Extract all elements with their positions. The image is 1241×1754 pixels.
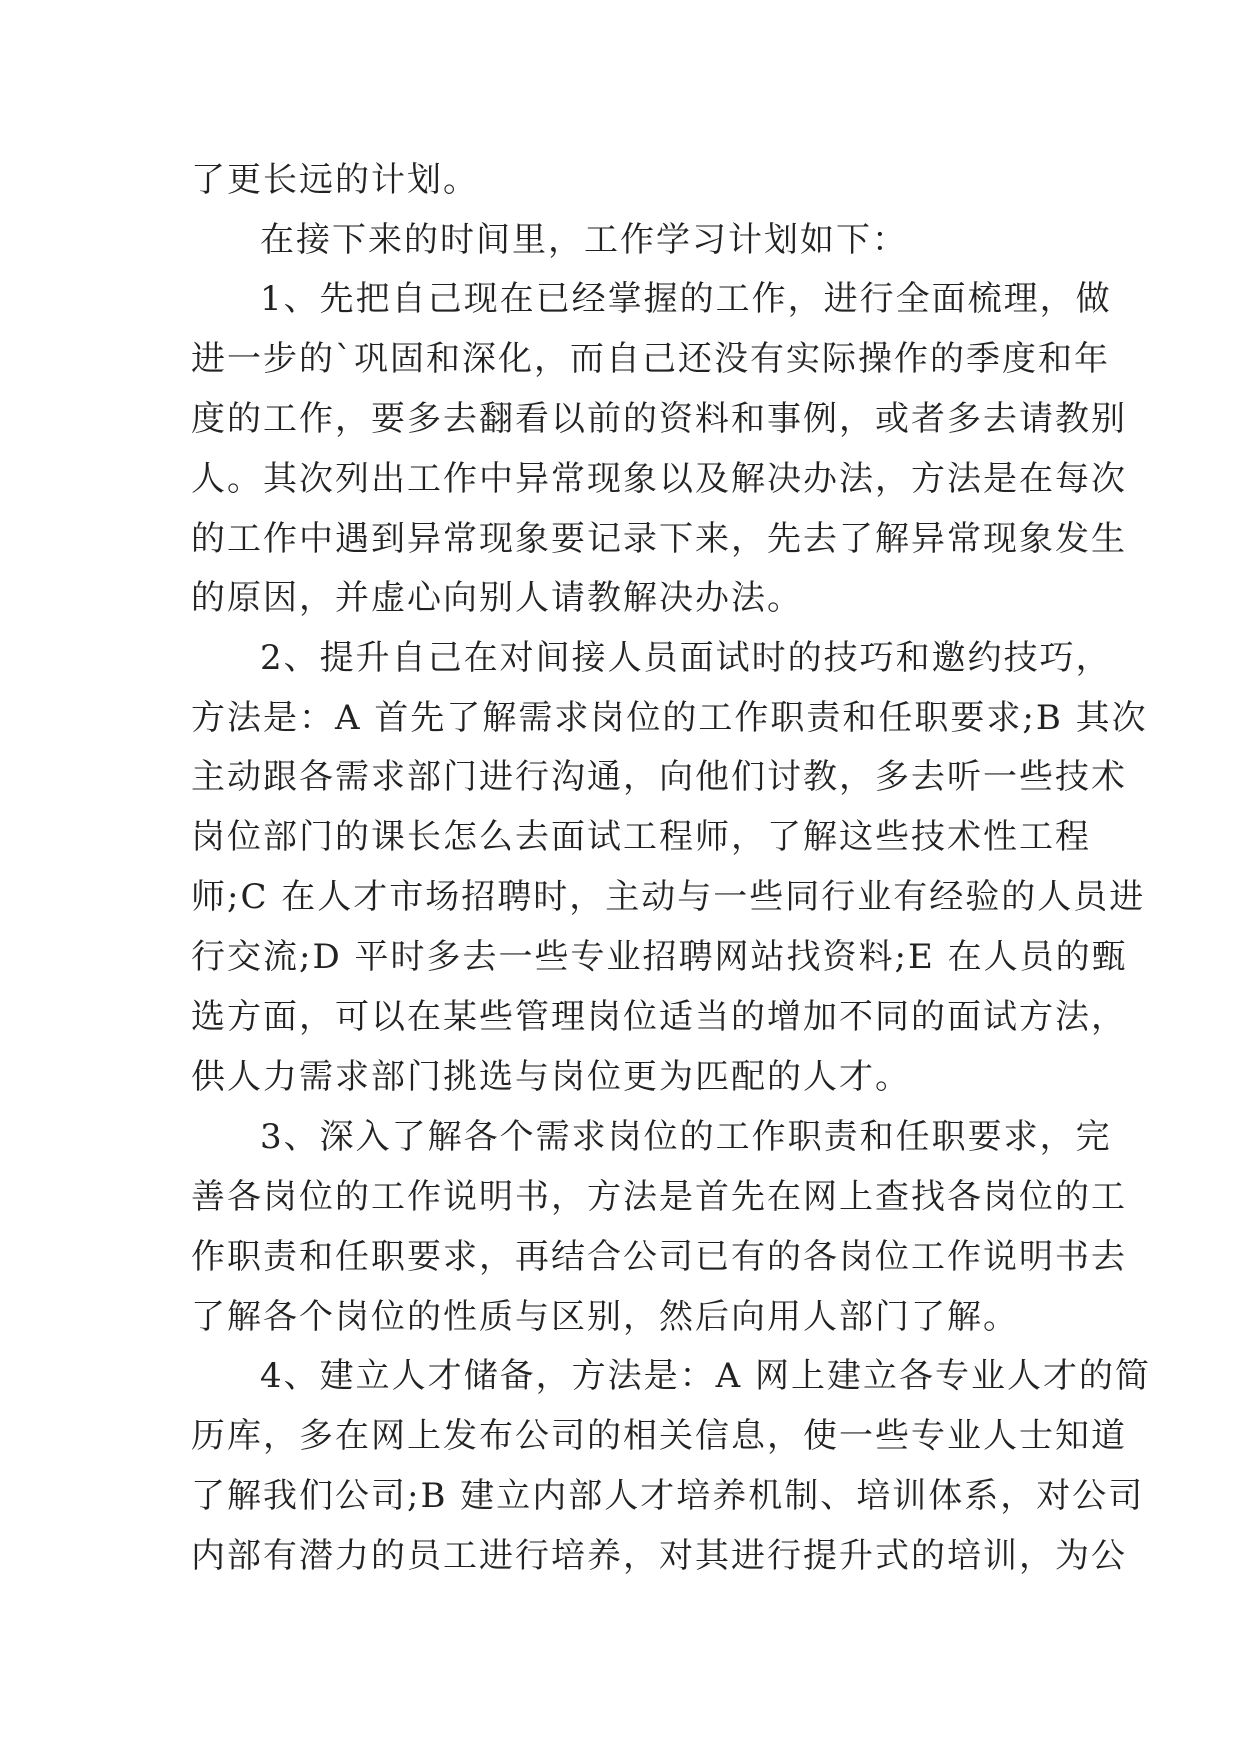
- text-line: 供人力需求部门挑选与岗位更为匹配的人才。: [191, 1057, 911, 1097]
- text-line: 人。其次列出工作中异常现象以及解决办法，方法是在每次: [191, 459, 1127, 499]
- text-line: 历库，多在网上发布公司的相关信息，使一些专业人士知道: [191, 1416, 1127, 1456]
- text-line: 行交流;D 平时多去一些专业招聘网站找资料;E 在人员的甄: [191, 937, 1128, 977]
- text-line: 2、提升自己在对间接人员面试时的技巧和邀约技巧，: [260, 638, 1112, 678]
- text-line: 了解各个岗位的性质与区别，然后向用人部门了解。: [191, 1297, 1019, 1337]
- text-line: 岗位部门的课长怎么去面试工程师，了解这些技术性工程: [191, 817, 1091, 857]
- text-line: 1、先把自己现在已经掌握的工作，进行全面梳理，做: [260, 279, 1112, 319]
- text-line: 的原因，并虚心向别人请教解决办法。: [191, 578, 803, 618]
- text-line: 进一步的`巩固和深化，而自己还没有实际操作的季度和年: [191, 339, 1110, 379]
- text-line: 主动跟各需求部门进行沟通，向他们讨教，多去听一些技术: [191, 757, 1127, 797]
- text-line: 了更长远的计划。: [191, 160, 479, 200]
- text-line: 3、深入了解各个需求岗位的工作职责和任职要求，完: [260, 1117, 1112, 1157]
- text-line: 师;C 在人才市场招聘时，主动与一些同行业有经验的人员进: [191, 877, 1146, 917]
- text-line: 方法是：A 首先了解需求岗位的工作职责和任职要求;B 其次: [191, 698, 1148, 738]
- text-line: 善各岗位的工作说明书，方法是首先在网上查找各岗位的工: [191, 1177, 1127, 1217]
- text-line: 4、建立人才储备，方法是：A 网上建立各专业人才的简: [260, 1356, 1151, 1396]
- text-line: 的工作中遇到异常现象要记录下来，先去了解异常现象发生: [191, 519, 1127, 559]
- text-line: 度的工作，要多去翻看以前的资料和事例，或者多去请教别: [191, 399, 1127, 439]
- text-line: 在接下来的时间里，工作学习计划如下：: [260, 220, 908, 260]
- text-line: 作职责和任职要求，再结合公司已有的各岗位工作说明书去: [191, 1237, 1127, 1277]
- text-line: 内部有潜力的员工进行培养，对其进行提升式的培训，为公: [191, 1536, 1127, 1576]
- text-line: 选方面，可以在某些管理岗位适当的增加不同的面试方法，: [191, 997, 1127, 1037]
- text-line: 了解我们公司;B 建立内部人才培养机制、培训体系，对公司: [191, 1476, 1145, 1516]
